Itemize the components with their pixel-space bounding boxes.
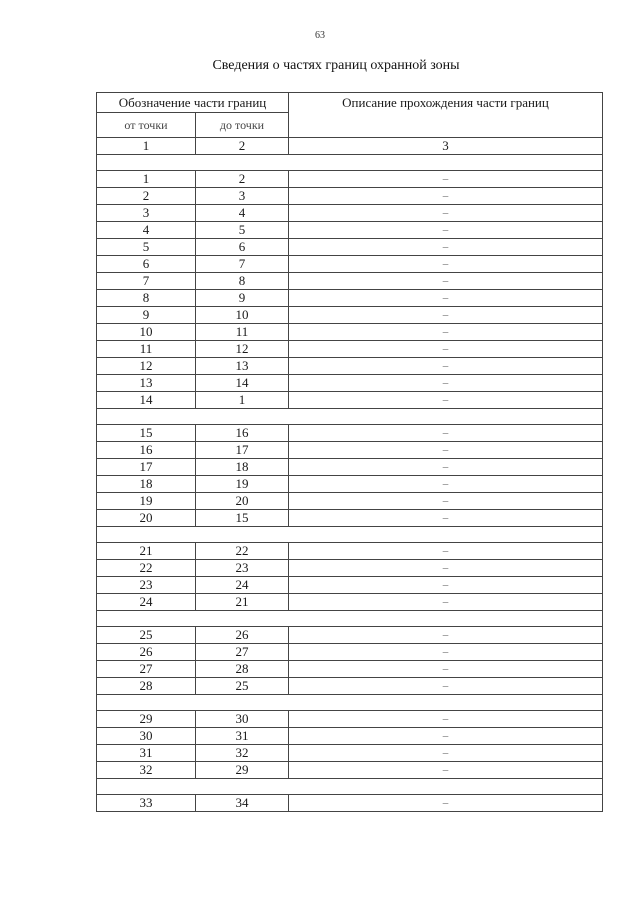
table-row: [97, 728, 603, 745]
description-cell: –: [289, 375, 603, 392]
from-point-cell: 28: [97, 678, 196, 695]
description-cell: –: [289, 459, 603, 476]
table-row: [97, 560, 603, 577]
description-cell: –: [289, 324, 603, 341]
description-cell: –: [289, 745, 603, 762]
table-row: [97, 493, 603, 510]
to-point-cell: 4: [196, 205, 289, 222]
to-point-cell: 26: [196, 627, 289, 644]
boundary-parts-table: [96, 92, 603, 812]
table-row: [97, 307, 603, 324]
table-row: [97, 627, 603, 644]
from-point-cell: 21: [97, 543, 196, 560]
description-cell: –: [289, 205, 603, 222]
table-header: [97, 93, 603, 155]
to-point-cell: 13: [196, 358, 289, 375]
to-point-cell: 27: [196, 644, 289, 661]
description-cell: –: [289, 290, 603, 307]
from-point-cell: 17: [97, 459, 196, 476]
group-separator-row: [97, 155, 603, 171]
table-row: [97, 594, 603, 611]
column-number-2: 2: [196, 138, 289, 155]
table-row: [97, 795, 603, 812]
table-row: [97, 711, 603, 728]
description-cell: –: [289, 392, 603, 409]
from-point-cell: 20: [97, 510, 196, 527]
from-point-cell: 32: [97, 762, 196, 779]
table-row: [97, 188, 603, 205]
to-point-cell: 30: [196, 711, 289, 728]
from-point-cell: 24: [97, 594, 196, 611]
to-point-cell: 3: [196, 188, 289, 205]
to-point-cell: 25: [196, 678, 289, 695]
to-point-cell: 28: [196, 661, 289, 678]
table-row: [97, 476, 603, 493]
from-point-cell: 12: [97, 358, 196, 375]
description-cell: –: [289, 644, 603, 661]
description-cell: –: [289, 795, 603, 812]
from-point-cell: 25: [97, 627, 196, 644]
description-cell: –: [289, 358, 603, 375]
from-point-cell: 8: [97, 290, 196, 307]
group-separator-cell: [97, 409, 603, 425]
to-point-cell: 1: [196, 392, 289, 409]
from-point-cell: 15: [97, 425, 196, 442]
description-cell: –: [289, 493, 603, 510]
table-row: [97, 577, 603, 594]
group-separator-cell: [97, 155, 603, 171]
table-row: [97, 171, 603, 188]
from-point-cell: 10: [97, 324, 196, 341]
to-point-cell: 23: [196, 560, 289, 577]
description-cell: –: [289, 577, 603, 594]
table-body: [97, 155, 603, 812]
group-separator-row: [97, 695, 603, 711]
table-row: [97, 644, 603, 661]
group-separator-row: [97, 409, 603, 425]
from-point-cell: 29: [97, 711, 196, 728]
to-point-cell: 10: [196, 307, 289, 324]
table-row: [97, 745, 603, 762]
to-point-cell: 20: [196, 493, 289, 510]
from-point-cell: 27: [97, 661, 196, 678]
to-point-cell: 32: [196, 745, 289, 762]
to-point-cell: 6: [196, 239, 289, 256]
from-point-cell: 16: [97, 442, 196, 459]
table-row: [97, 341, 603, 358]
to-point-cell: 8: [196, 273, 289, 290]
description-cell: –: [289, 678, 603, 695]
table-row: [97, 510, 603, 527]
table-row: [97, 273, 603, 290]
from-point-cell: 22: [97, 560, 196, 577]
table-row: [97, 425, 603, 442]
column-number-1: 1: [97, 138, 196, 155]
description-cell: –: [289, 273, 603, 290]
description-cell: –: [289, 560, 603, 577]
from-point-cell: 2: [97, 188, 196, 205]
to-point-cell: 12: [196, 341, 289, 358]
description-cell: –: [289, 543, 603, 560]
from-point-cell: 1: [97, 171, 196, 188]
description-cell: –: [289, 307, 603, 324]
to-point-cell: 9: [196, 290, 289, 307]
group-separator-row: [97, 779, 603, 795]
document-title: Сведения о частях границ охранной зоны: [212, 58, 460, 73]
from-point-cell: 30: [97, 728, 196, 745]
table-row: [97, 459, 603, 476]
description-cell: –: [289, 239, 603, 256]
header-description: Описание прохождения части границ: [289, 93, 603, 138]
description-cell: –: [289, 425, 603, 442]
from-point-cell: 7: [97, 273, 196, 290]
table-row: [97, 678, 603, 695]
description-cell: –: [289, 711, 603, 728]
to-point-cell: 17: [196, 442, 289, 459]
from-point-cell: 18: [97, 476, 196, 493]
description-cell: –: [289, 728, 603, 745]
to-point-cell: 7: [196, 256, 289, 273]
table-row: [97, 205, 603, 222]
description-cell: –: [289, 661, 603, 678]
from-point-cell: 33: [97, 795, 196, 812]
group-separator-cell: [97, 611, 603, 627]
group-separator-cell: [97, 779, 603, 795]
to-point-cell: 19: [196, 476, 289, 493]
description-cell: –: [289, 188, 603, 205]
description-cell: –: [289, 510, 603, 527]
from-point-cell: 19: [97, 493, 196, 510]
description-cell: –: [289, 171, 603, 188]
table-row: [97, 222, 603, 239]
to-point-cell: 29: [196, 762, 289, 779]
from-point-cell: 4: [97, 222, 196, 239]
header-designation: Обозначение части границ: [97, 93, 289, 113]
to-point-cell: 16: [196, 425, 289, 442]
description-cell: –: [289, 762, 603, 779]
group-separator-cell: [97, 527, 603, 543]
group-separator-row: [97, 611, 603, 627]
to-point-cell: 15: [196, 510, 289, 527]
table-row: [97, 290, 603, 307]
description-cell: –: [289, 627, 603, 644]
description-cell: –: [289, 594, 603, 611]
to-point-cell: 24: [196, 577, 289, 594]
table-row: [97, 358, 603, 375]
from-point-cell: 14: [97, 392, 196, 409]
to-point-cell: 34: [196, 795, 289, 812]
table-row: [97, 375, 603, 392]
table-row: [97, 661, 603, 678]
description-cell: –: [289, 222, 603, 239]
table-row: [97, 543, 603, 560]
from-point-cell: 26: [97, 644, 196, 661]
from-point-cell: 13: [97, 375, 196, 392]
to-point-cell: 18: [196, 459, 289, 476]
from-point-cell: 3: [97, 205, 196, 222]
table-row: [97, 442, 603, 459]
from-point-cell: 31: [97, 745, 196, 762]
table-row: [97, 324, 603, 341]
to-point-cell: 14: [196, 375, 289, 392]
header-from-point: от точки: [97, 113, 196, 138]
table-row: [97, 256, 603, 273]
to-point-cell: 31: [196, 728, 289, 745]
to-point-cell: 22: [196, 543, 289, 560]
from-point-cell: 5: [97, 239, 196, 256]
from-point-cell: 11: [97, 341, 196, 358]
description-cell: –: [289, 341, 603, 358]
column-number-3: 3: [289, 138, 603, 155]
page-number: 63: [315, 30, 325, 41]
from-point-cell: 9: [97, 307, 196, 324]
from-point-cell: 6: [97, 256, 196, 273]
group-separator-row: [97, 527, 603, 543]
table-row: [97, 239, 603, 256]
to-point-cell: 5: [196, 222, 289, 239]
table-row: [97, 762, 603, 779]
description-cell: –: [289, 476, 603, 493]
description-cell: –: [289, 256, 603, 273]
description-cell: –: [289, 442, 603, 459]
header-to-point: до точки: [196, 113, 289, 138]
to-point-cell: 21: [196, 594, 289, 611]
from-point-cell: 23: [97, 577, 196, 594]
to-point-cell: 11: [196, 324, 289, 341]
table-row: [97, 392, 603, 409]
group-separator-cell: [97, 695, 603, 711]
to-point-cell: 2: [196, 171, 289, 188]
